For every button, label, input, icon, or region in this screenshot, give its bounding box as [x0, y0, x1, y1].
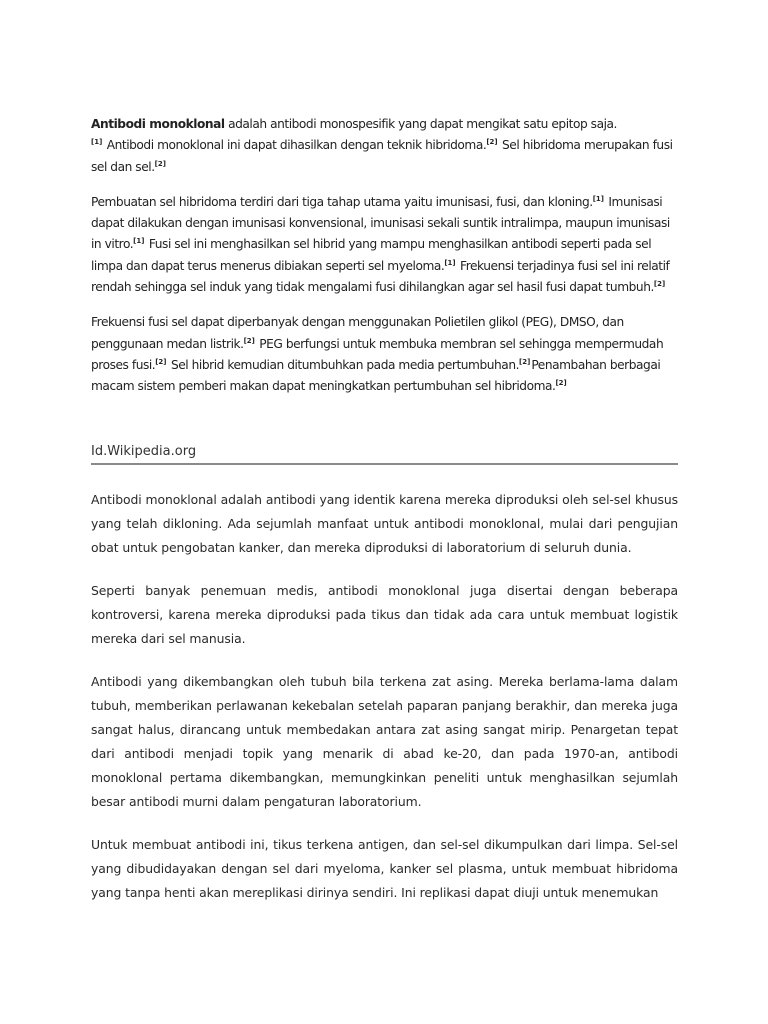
citation-ref[interactable]: [2] — [155, 357, 167, 366]
source-heading: Id.Wikipedia.org — [91, 444, 678, 465]
wiki-paragraph-1: Antibodi monoklonal adalah antibodi monospesifik yang dapat mengikat satu epitop saja. [1] Antibodi monoklonal ini dapat dihasilkan dengan teknik hibridoma.[2] Sel hibridoma merupakan fusi sel dan sel.[2] — [91, 117, 673, 174]
citation-ref[interactable]: [1] — [444, 258, 456, 267]
bold-term: Antibodi monoklonal — [91, 117, 225, 131]
body-paragraph-4: Untuk membuat antibodi ini, tikus terkena antigen, dan sel-sel dikumpulkan dari limpa. Sel-sel yang dibudidayakan dengan sel dari myeloma, kanker sel plasma, untuk membuat hibridoma yang tanpa henti akan mereplikasi dirinya sendiri. Ini replikasi dapat diuji untuk menemukan — [91, 837, 678, 900]
wiki-paragraph-3: Frekuensi fusi sel dapat diperbanyak dengan menggunakan Polietilen glikol (PEG), DMSO, dan penggunaan medan listrik.[2] PEG berfungsi untuk membuka membran sel sehingga mempermudah proses fusi.[2] Sel hibrid kemudian ditumbuhkan pada media pertumbuhan.[2]Penambahan berbagai macam sistem pemberi makan dapat meningkatkan pertumbuhan sel hibridoma.[2] — [91, 315, 664, 394]
citation-ref[interactable]: [2] — [243, 336, 255, 345]
citation-ref[interactable]: [1] — [133, 237, 145, 246]
citation-ref[interactable]: [2] — [555, 379, 567, 388]
article-body — [91, 488, 678, 924]
citation-ref[interactable]: [2] — [653, 280, 666, 289]
citation-ref[interactable]: [2] — [154, 159, 166, 168]
body-paragraph-2: Seperti banyak penemuan medis, antibodi monoklonal juga disertai dengan beberapa kontroversi, karena mereka diproduksi pada tikus dan tidak ada cara untuk membuat logistik mereka dari sel manusia. — [91, 583, 678, 646]
wiki-paragraph-2: Pembuatan sel hibridoma terdiri dari tiga tahap utama yaitu imunisasi, fusi, dan kloning.[1] Imunisasi dapat dilakukan dengan imunisasi konvensional, imunisasi sekali suntik intralimpa, maupun imunisasi in vitro.[1] Fusi sel ini menghasilkan sel hibrid yang mampu menghasilkan antibodi seperti pada sel limpa dan dapat terus menerus dibiakan seperti sel myeloma.[1] Frekuensi terjadinya fusi sel ini relatif rendah sehingga sel induk yang tidak mengalami fusi dihilangkan agar sel hasil fusi dapat tumbuh.[2] — [91, 194, 670, 295]
citation-ref[interactable]: [2] — [519, 357, 531, 366]
wikipedia-excerpt — [91, 114, 678, 412]
citation-ref[interactable]: [1] — [91, 138, 103, 147]
body-paragraph-1: Antibodi monoklonal adalah antibodi yang identik karena mereka diproduksi oleh sel-sel khusus yang telah dikloning. Ada sejumlah manfaat untuk antibodi monoklonal, mulai dari pengujian obat untuk pengobatan kanker, dan mereka diproduksi di laboratorium di seluruh dunia. — [91, 492, 678, 555]
citation-ref[interactable]: [2] — [486, 138, 498, 147]
body-paragraph-3: Antibodi yang dikembangkan oleh tubuh bila terkena zat asing. Mereka berlama-lama dalam tubuh, memberikan perlawanan kekebalan setelah paparan panjang berakhir, dan mereka juga sangat halus, dirancang untuk membedakan antara zat asing sangat mirip. Penargetan tepat dari antibodi menjadi topik yang menarik di abad ke-20, dan pada 1970-an, antibodi monoklonal pertama dikembangkan, memungkinkan peneliti untuk menghasilkan sejumlah besar antibodi murni dalam pengaturan laboratorium. — [91, 674, 678, 809]
citation-ref[interactable]: [1] — [592, 194, 604, 203]
